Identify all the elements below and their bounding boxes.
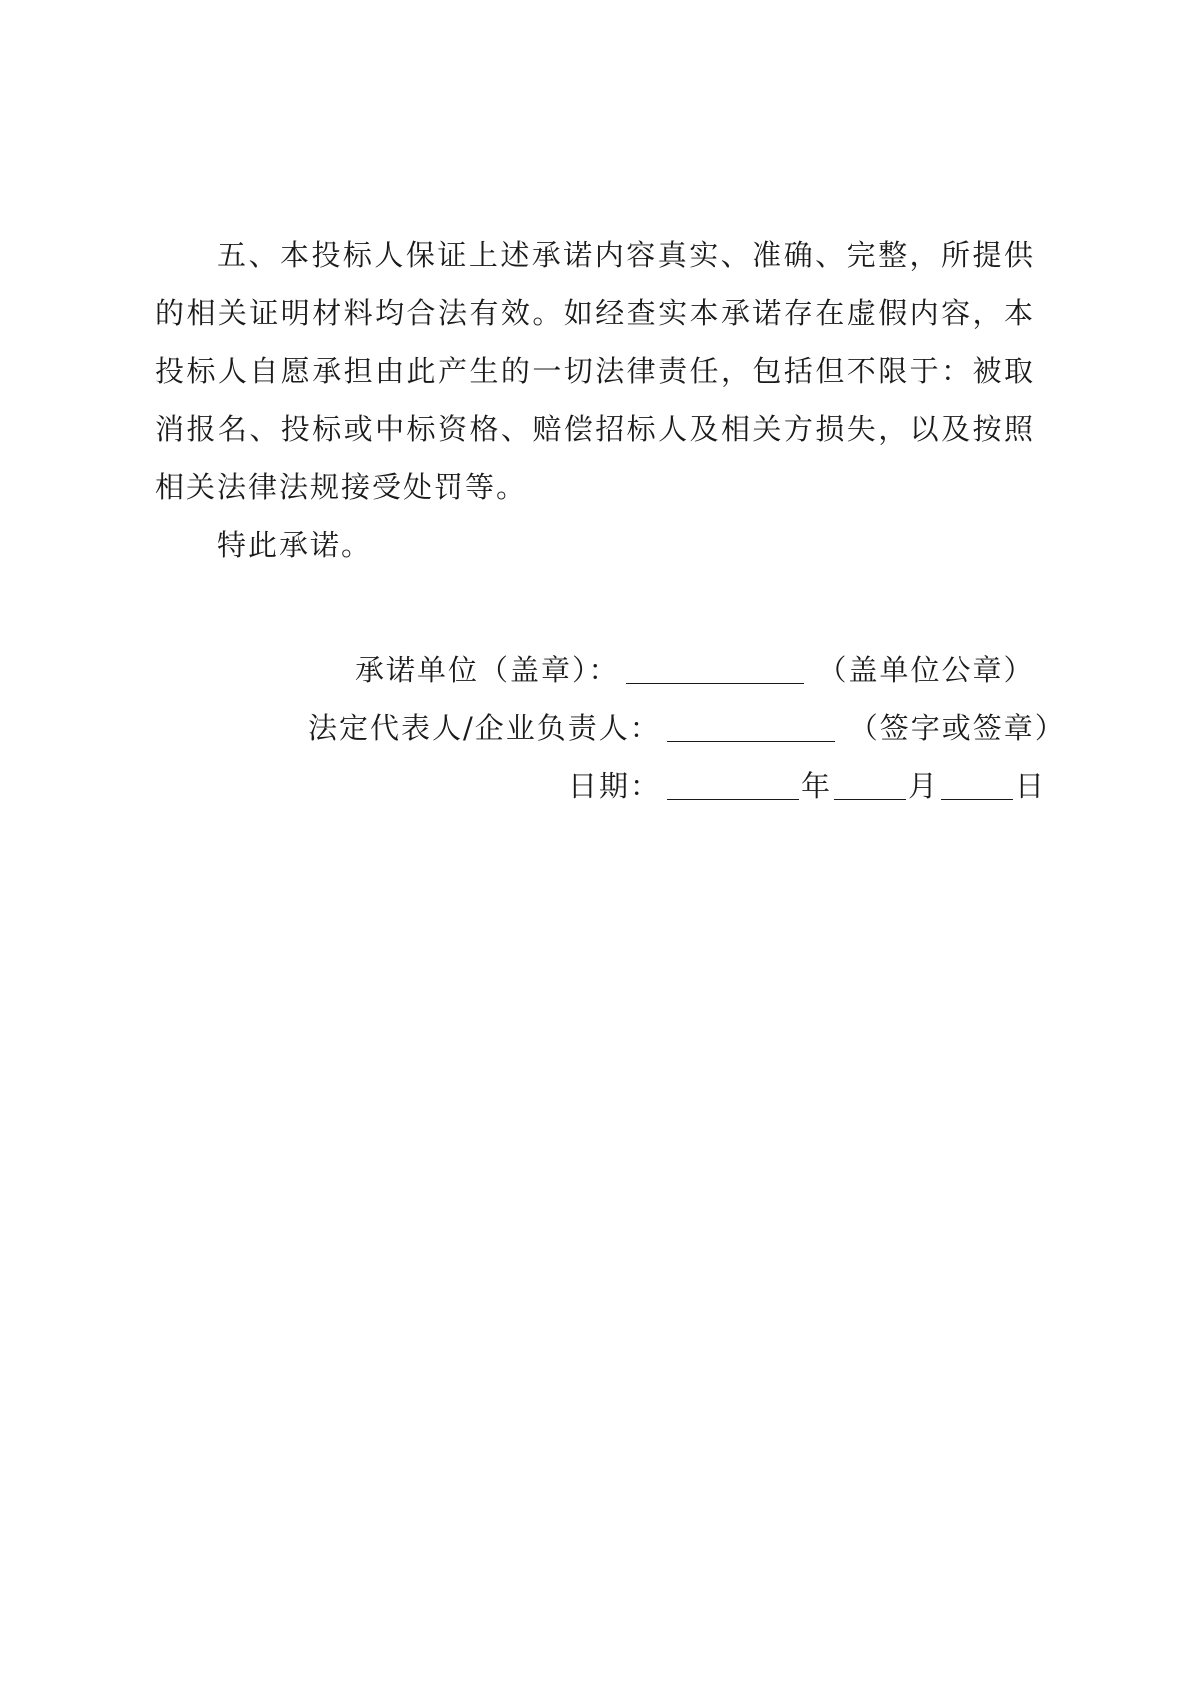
year-label: 年 bbox=[801, 769, 833, 803]
month-blank[interactable] bbox=[834, 769, 906, 800]
commitment-paragraph-five: 五、本投标人保证上述承诺内容真实、准确、完整，所提供的相关证明材料均合法有效。如经查实本承诺存在虚假内容，本投标人自愿承担由此产生的一切法律责任，包括但不限于：被取消报名、投标或中标资格、赔偿招标人及相关方损失，以及按照相关法律法规接受处罚等。 bbox=[155, 238, 1035, 504]
unit-seal-note: （盖单位公章） bbox=[817, 653, 1035, 687]
day-label: 日 bbox=[1015, 769, 1047, 803]
representative-signature-note: （签字或签章） bbox=[848, 711, 1066, 745]
unit-seal-blank[interactable] bbox=[626, 653, 804, 684]
day-blank[interactable] bbox=[941, 769, 1013, 800]
month-label: 月 bbox=[908, 769, 940, 803]
signature-representative-line bbox=[308, 706, 1066, 750]
signature-unit-line bbox=[355, 648, 1035, 692]
closing-statement: 特此承诺。 bbox=[217, 528, 373, 562]
unit-label: 承诺单位（盖章）： bbox=[355, 653, 620, 687]
year-blank[interactable] bbox=[667, 769, 799, 800]
representative-signature-blank[interactable] bbox=[667, 711, 835, 742]
signature-date-line bbox=[568, 764, 1046, 808]
date-label: 日期： bbox=[568, 769, 662, 803]
representative-label: 法定代表人/企业负责人： bbox=[308, 711, 661, 745]
